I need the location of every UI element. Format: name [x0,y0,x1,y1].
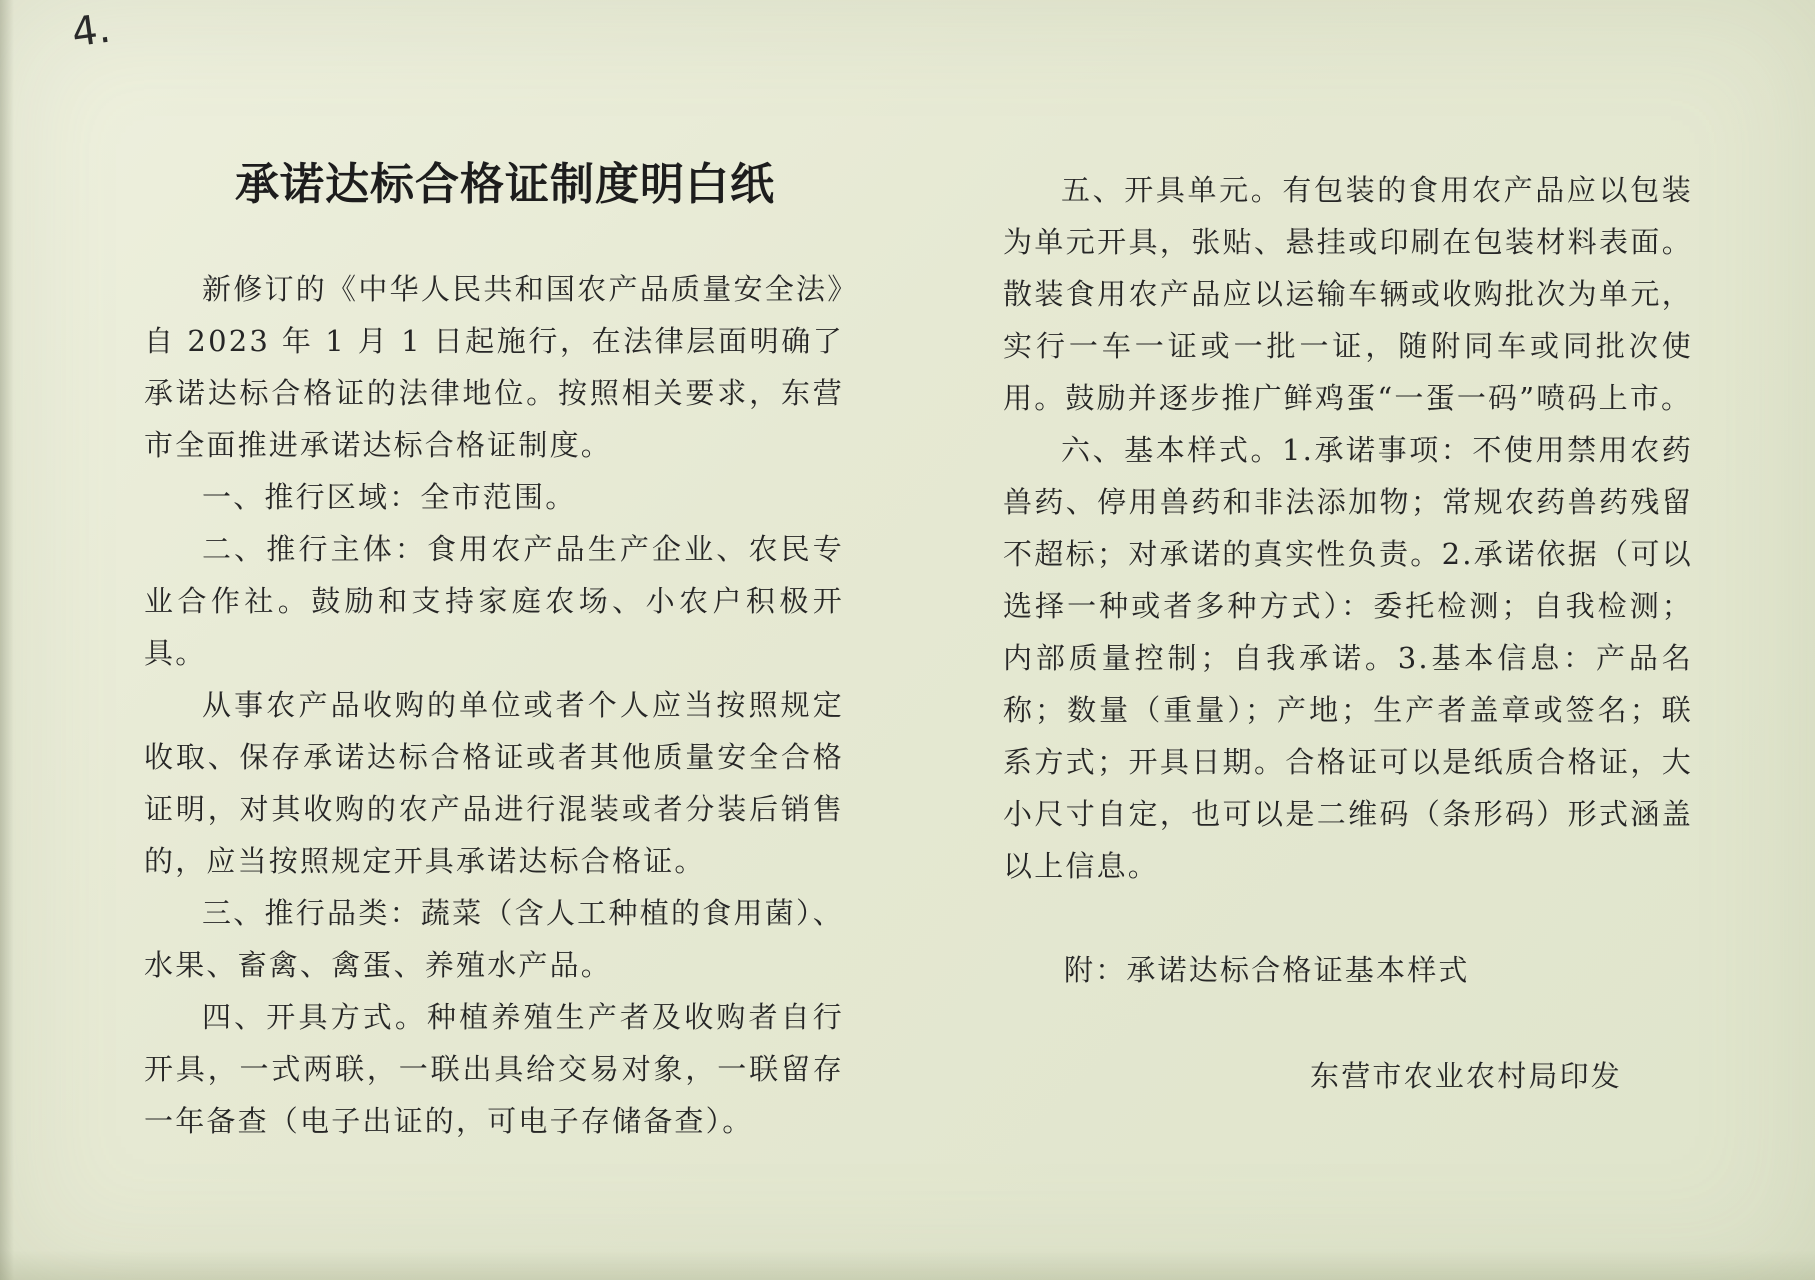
right-column [1003,164,1693,892]
section-method-paragraph: 四、开具方式。种植养殖生产者及收购者自行开具，一式两联，一联出具给交易对象，一联留存一年备查（电子出证的，可电子存储备查）。 [144,1000,844,1138]
document-title: 承诺达标合格证制度明白纸 [235,159,775,210]
purchaser-paragraph: 从事农产品收购的单位或者个人应当按照规定收取、保存承诺达标合格证或者其他质量安全合格证明，对其收购的农产品进行混装或者分装后销售的，应当按照规定开具承诺达标合格证。 [144,688,844,878]
left-column [144,263,844,1147]
section-region-paragraph: 一、推行区域：全市范围。 [202,480,577,514]
handwritten-page-mark: 4. [68,5,114,57]
section-unit-paragraph: 五、开具单元。有包装的食用农产品应以包装为单元开具，张贴、悬挂或印刷在包装材料表面。散装食用农产品应以运输车辆或收购批次为单元，实行一车一证或一批一证，随附同车或同批次使用。鼓励并逐步推广鲜鸡蛋“一蛋一码”喷码上市。 [1003,173,1693,415]
section-format-paragraph: 六、基本样式。1.承诺事项：不使用禁用农药兽药、停用兽药和非法添加物；常规农药兽药残留不超标；对承诺的真实性负责。2.承诺依据（可以选择一种或者多种方式）：委托检测；自我检测；内部质量控制；自我承诺。3.基本信息：产品名称；数量（重量）；产地；生产者盖章或签名；联系方式；开具日期。合格证可以是纸质合格证，大小尺寸自定，也可以是二维码（条形码）形式涵盖以上信息。 [1003,433,1693,883]
intro-paragraph: 新修订的《中华人民共和国农产品质量安全法》自 2023 年 1 月 1 日起施行，在法律层面明确了承诺达标合格证的法律地位。按照相关要求，东营市全面推进承诺达标合格证制度。 [144,272,844,462]
attachment-note: 附：承诺达标合格证基本样式 [1064,953,1470,987]
page-bottom-shadow [0,1250,1815,1280]
issuer-signature: 东营市农业农村局印发 [1310,1059,1623,1093]
section-category-paragraph: 三、推行品类：蔬菜（含人工种植的食用菌）、水果、畜禽、禽蛋、养殖水产品。 [144,896,844,982]
page-fold-shadow [0,0,14,1280]
section-subject-paragraph: 二、推行主体：食用农产品生产企业、农民专业合作社。鼓励和支持家庭农场、小农户积极开具。 [144,532,844,670]
